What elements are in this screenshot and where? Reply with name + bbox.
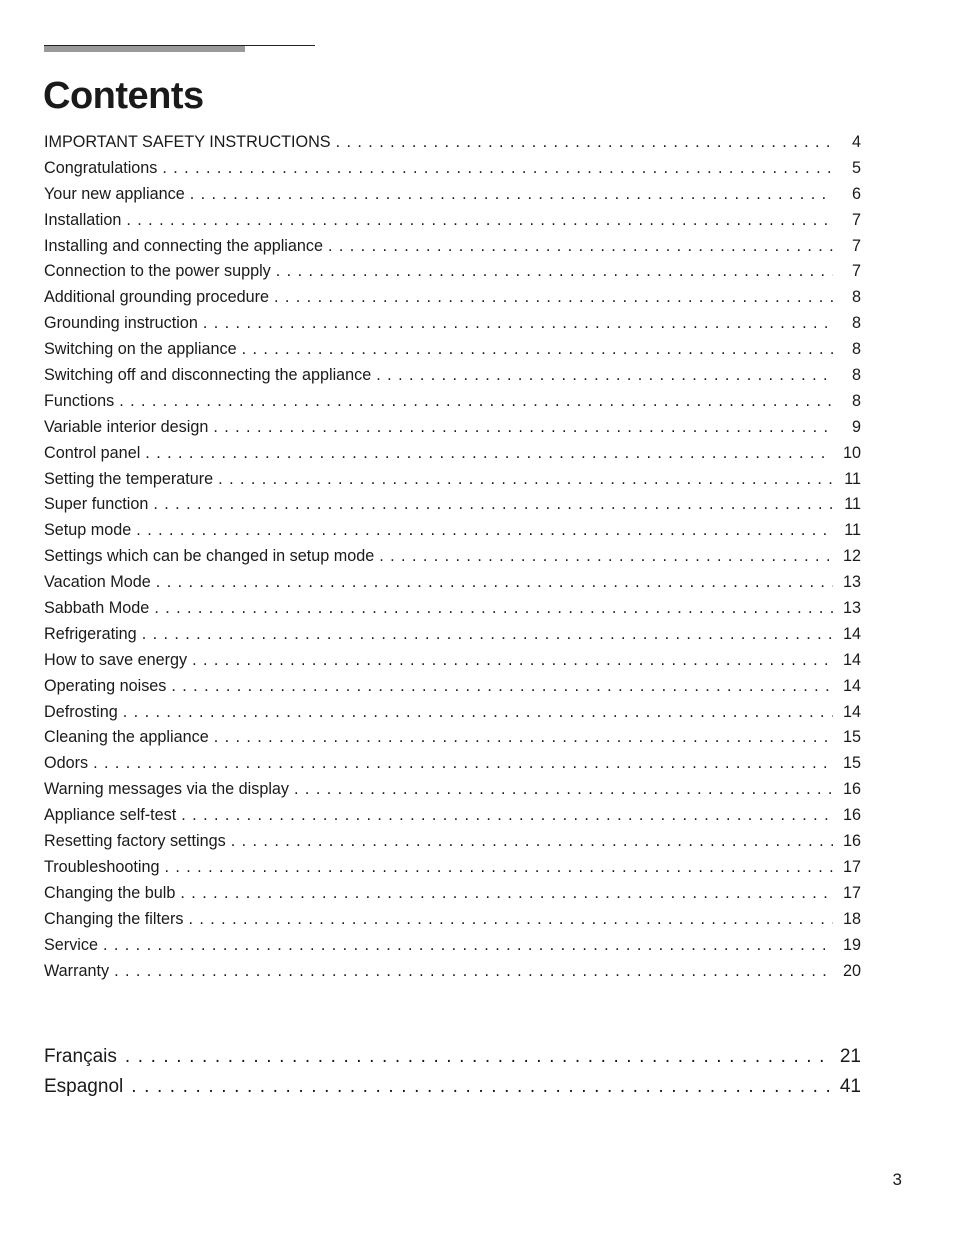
language-entry[interactable] xyxy=(44,1042,861,1072)
language-sections xyxy=(44,1042,861,1102)
toc-entry-page-number: 6 xyxy=(851,184,861,203)
toc-entry[interactable] xyxy=(44,596,861,622)
dot-leader xyxy=(231,829,833,855)
toc-entry-page-number: 17 xyxy=(842,857,861,876)
toc-entry[interactable] xyxy=(44,285,861,311)
toc-entry-page-number: 8 xyxy=(851,288,861,307)
toc-entry-page-number: 7 xyxy=(851,262,861,281)
toc-entry[interactable] xyxy=(44,337,861,363)
toc-entry-page-number: 16 xyxy=(842,806,861,825)
dot-leader xyxy=(328,234,833,260)
toc-entry-label: Troubleshooting xyxy=(44,857,160,876)
dot-leader xyxy=(153,492,833,518)
toc-entry-page-number: 4 xyxy=(851,133,861,151)
toc-entry-page-number: 11 xyxy=(844,495,861,514)
toc-entry-page-number: 15 xyxy=(842,754,861,773)
toc-entry-label: Changing the filters xyxy=(44,909,184,928)
dot-leader xyxy=(294,777,833,803)
toc-entry-page-number: 18 xyxy=(842,909,861,928)
dot-leader xyxy=(336,130,833,156)
toc-entry-label: Service xyxy=(44,935,98,954)
toc-entry[interactable] xyxy=(44,933,861,959)
toc-entry[interactable] xyxy=(44,208,861,234)
dot-leader xyxy=(376,363,833,389)
dot-leader xyxy=(114,959,833,985)
language-entry[interactable] xyxy=(44,1072,861,1102)
toc-entry[interactable] xyxy=(44,363,861,389)
toc-entry-page-number: 16 xyxy=(842,780,861,799)
toc-entry-page-number: 13 xyxy=(842,573,861,592)
toc-entry[interactable] xyxy=(44,725,861,751)
toc-entry-label: Defrosting xyxy=(44,702,118,721)
toc-entry-page-number: 13 xyxy=(842,599,861,618)
toc-entry[interactable] xyxy=(44,674,861,700)
toc-entry-page-number: 5 xyxy=(851,158,861,177)
toc-entry[interactable] xyxy=(44,156,861,182)
toc-entry[interactable] xyxy=(44,518,861,544)
table-of-contents xyxy=(44,130,861,984)
toc-entry-label: Operating noises xyxy=(44,676,167,695)
toc-entry[interactable] xyxy=(44,441,861,467)
dot-leader xyxy=(156,570,833,596)
dot-leader xyxy=(136,518,833,544)
toc-entry-page-number: 9 xyxy=(851,417,861,436)
language-entry-label: Français xyxy=(44,1046,117,1067)
toc-entry-page-number: 7 xyxy=(851,210,861,229)
dot-leader xyxy=(188,907,833,933)
dot-leader xyxy=(379,544,833,570)
toc-entry-label: Congratulations xyxy=(44,158,158,177)
toc-entry-label: Functions xyxy=(44,391,115,410)
toc-entry[interactable] xyxy=(44,855,861,881)
toc-entry-label: Refrigerating xyxy=(44,624,137,643)
dot-leader xyxy=(181,803,833,829)
header-rule-bar xyxy=(44,46,245,52)
toc-entry-page-number: 15 xyxy=(842,728,861,747)
toc-entry[interactable] xyxy=(44,182,861,208)
toc-entry-page-number: 11 xyxy=(844,469,861,488)
toc-entry-page-number: 7 xyxy=(851,236,861,255)
toc-entry-label: Super function xyxy=(44,495,149,514)
toc-entry-label: Vacation Mode xyxy=(44,573,151,592)
dot-leader xyxy=(165,855,834,881)
toc-entry-page-number: 20 xyxy=(842,961,861,980)
toc-entry-label: Changing the bulb xyxy=(44,883,176,902)
toc-entry-page-number: 14 xyxy=(842,676,861,695)
toc-entry-label: Connection to the power supply xyxy=(44,262,271,281)
toc-entry[interactable] xyxy=(44,259,861,285)
toc-entry[interactable] xyxy=(44,544,861,570)
toc-entry-label: Appliance self-test xyxy=(44,806,177,825)
toc-entry-page-number: 14 xyxy=(842,702,861,721)
toc-entry-page-number: 19 xyxy=(842,935,861,954)
toc-entry[interactable] xyxy=(44,622,861,648)
toc-entry[interactable] xyxy=(44,959,861,985)
toc-entry-label: Odors xyxy=(44,754,89,773)
dot-leader xyxy=(103,933,833,959)
page-number: 3 xyxy=(892,1170,902,1189)
toc-entry-page-number: 14 xyxy=(842,624,861,643)
toc-entry-page-number: 8 xyxy=(851,314,861,333)
toc-entry-label: Switching on the appliance xyxy=(44,340,237,359)
dot-leader xyxy=(142,622,833,648)
dot-leader xyxy=(123,700,833,726)
toc-entry[interactable] xyxy=(44,467,861,493)
dot-leader xyxy=(203,311,833,337)
dot-leader xyxy=(126,208,833,234)
dot-leader xyxy=(154,596,833,622)
toc-entry-label: Warranty xyxy=(44,961,110,980)
page-title: Contents xyxy=(43,75,204,117)
toc-entry-page-number: 17 xyxy=(842,883,861,902)
toc-entry[interactable] xyxy=(44,570,861,596)
toc-entry-label: Sabbath Mode xyxy=(44,599,150,618)
dot-leader xyxy=(162,156,833,182)
toc-entry[interactable] xyxy=(44,234,861,260)
toc-entry-label: Setup mode xyxy=(44,521,132,540)
language-entry-label: Espagnol xyxy=(44,1076,124,1097)
toc-entry-label: Installation xyxy=(44,210,122,229)
toc-entry-page-number: 10 xyxy=(842,443,861,462)
toc-entry[interactable] xyxy=(44,881,861,907)
dot-leader xyxy=(119,389,833,415)
toc-entry[interactable] xyxy=(44,492,861,518)
toc-entry-page-number: 11 xyxy=(844,521,861,540)
toc-entry-page-number: 12 xyxy=(842,547,861,566)
toc-entry-page-number: 8 xyxy=(851,391,861,410)
toc-entry-label: Resetting factory settings xyxy=(44,832,226,851)
language-entry-page-number: 41 xyxy=(839,1076,861,1097)
dot-leader xyxy=(192,648,833,674)
dot-leader xyxy=(242,337,833,363)
toc-entry-label: Warning messages via the display xyxy=(44,780,290,799)
toc-entry[interactable] xyxy=(44,648,861,674)
dot-leader xyxy=(274,285,833,311)
toc-entry-page-number: 14 xyxy=(842,650,861,669)
dot-leader xyxy=(213,415,833,441)
toc-entry-label: Setting the temperature xyxy=(44,469,214,488)
toc-entry[interactable] xyxy=(44,907,861,933)
toc-entry-label: Your new appliance xyxy=(44,184,185,203)
toc-entry-label: Installing and connecting the appliance xyxy=(44,236,323,255)
dot-leader xyxy=(214,725,833,751)
toc-entry[interactable] xyxy=(44,389,861,415)
toc-entry[interactable] xyxy=(44,803,861,829)
toc-entry-label: IMPORTANT SAFETY INSTRUCTIONS xyxy=(44,133,331,151)
toc-entry-page-number: 8 xyxy=(851,340,861,359)
dot-leader xyxy=(93,751,833,777)
toc-entry-page-number: 16 xyxy=(842,832,861,851)
toc-entry[interactable] xyxy=(44,415,861,441)
toc-entry-label: Additional grounding procedure xyxy=(44,288,269,307)
toc-entry-label: Settings which can be changed in setup mode xyxy=(44,547,375,566)
dot-leader xyxy=(180,881,833,907)
dot-leader xyxy=(131,1072,832,1102)
toc-entry[interactable] xyxy=(44,777,861,803)
toc-entry-label: How to save energy xyxy=(44,650,188,669)
toc-entry[interactable] xyxy=(44,829,861,855)
toc-entry-label: Switching off and disconnecting the appliance xyxy=(44,366,372,385)
toc-entry-label: Cleaning the appliance xyxy=(44,728,209,747)
toc-entry-label: Control panel xyxy=(44,443,141,462)
toc-entry[interactable] xyxy=(44,130,861,156)
dot-leader xyxy=(218,467,833,493)
dot-leader xyxy=(145,441,833,467)
dot-leader xyxy=(171,674,833,700)
toc-entry[interactable] xyxy=(44,700,861,726)
toc-entry[interactable] xyxy=(44,311,861,337)
dot-leader xyxy=(190,182,833,208)
language-entry-page-number: 21 xyxy=(839,1046,861,1067)
toc-entry-label: Grounding instruction xyxy=(44,314,198,333)
dot-leader xyxy=(125,1042,832,1072)
toc-entry-page-number: 8 xyxy=(851,366,861,385)
toc-entry-label: Variable interior design xyxy=(44,417,209,436)
dot-leader xyxy=(276,259,833,285)
toc-entry[interactable] xyxy=(44,751,861,777)
